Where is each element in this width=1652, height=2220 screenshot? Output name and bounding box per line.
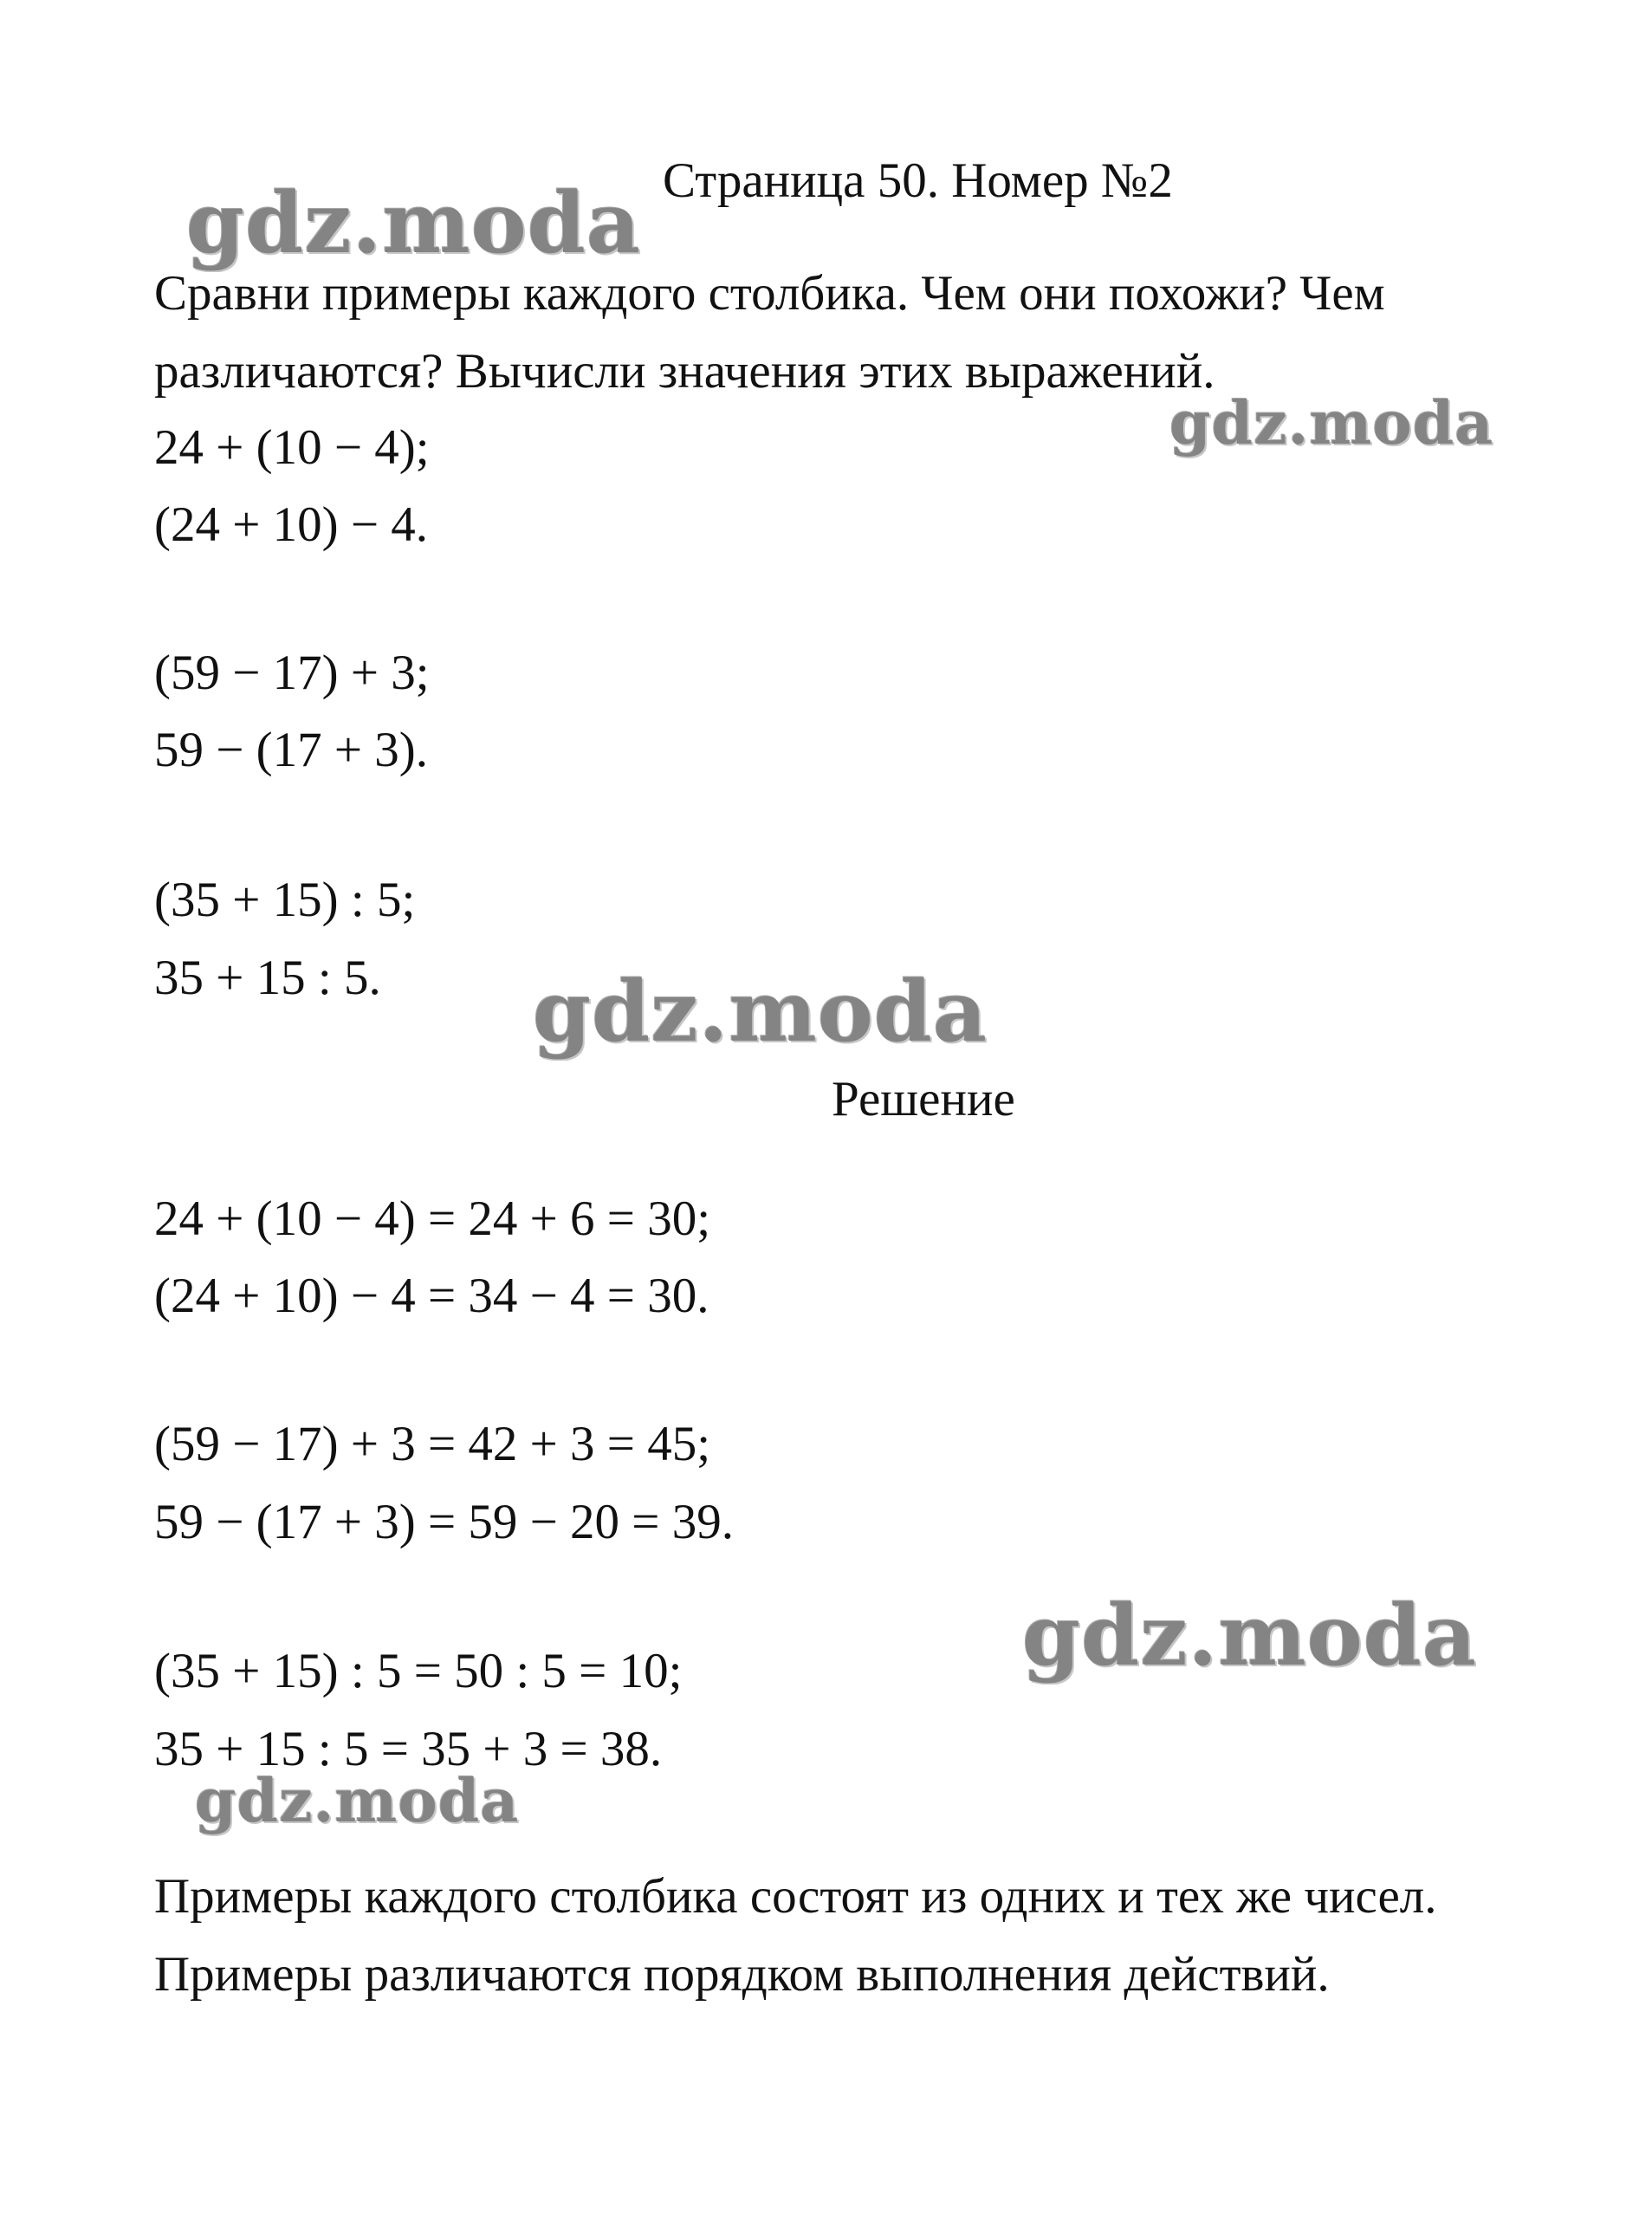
solution-expression: (59 − 17) + 3 = 42 + 3 = 45; [154,1417,711,1471]
watermark-bottom-left: gdz.moda [195,1767,520,1836]
conclusion-line-1: Примеры каждого столбика состоят из одних и тех же чисел. [154,1869,1437,1924]
solution-expression: (35 + 15) : 5 = 50 : 5 = 10; [154,1644,683,1698]
solution-expression: (24 + 10) − 4 = 34 − 4 = 30. [154,1269,709,1323]
page-title: Страница 50. Номер №2 [663,153,1173,208]
solution-expression: 24 + (10 − 4) = 24 + 6 = 30; [154,1191,711,1246]
solution-expression: 35 + 15 : 5 = 35 + 3 = 38. [154,1722,663,1776]
conclusion-line-2: Примеры различаются порядком выполнения действий. [154,1947,1330,2002]
solution-heading: Решение [832,1072,1015,1126]
task-text-line-2: различаются? Вычисли значения этих выражений. [154,344,1215,399]
task-expression: 35 + 15 : 5. [154,951,381,1005]
solution-expression: 59 − (17 + 3) = 59 − 20 = 39. [154,1495,734,1549]
task-expression: (35 + 15) : 5; [154,873,416,927]
watermark-top-left: gdz.moda [186,174,642,272]
task-expression: (59 − 17) + 3; [154,646,430,700]
task-expression: 24 + (10 − 4); [154,420,430,475]
task-expression: (24 + 10) − 4. [154,497,429,552]
watermark-middle: gdz.moda [533,963,988,1061]
watermark-top-right: gdz.moda [1169,389,1494,458]
watermark-lower-right: gdz.moda [1022,1587,1478,1684]
task-text-line-1: Сравни примеры каждого столбика. Чем они похожи? Чем [154,266,1385,321]
task-expression: 59 − (17 + 3). [154,723,429,777]
